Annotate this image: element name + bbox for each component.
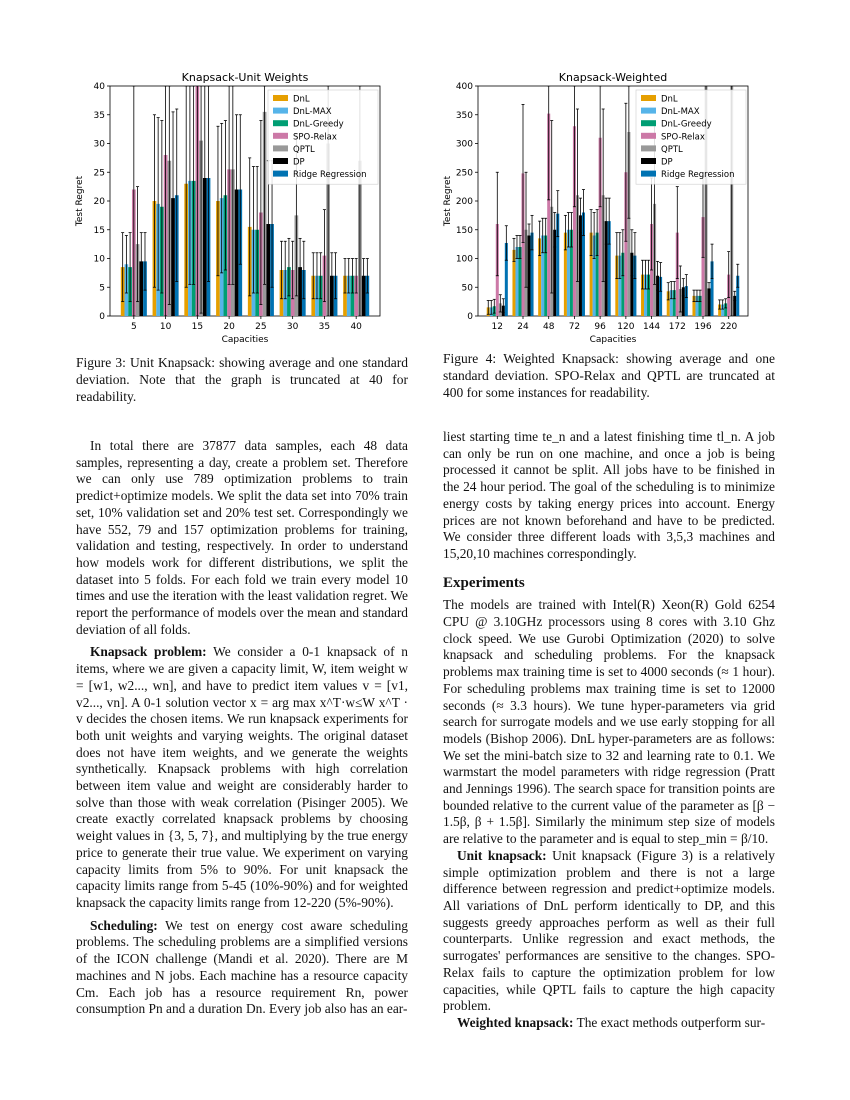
bar bbox=[528, 236, 531, 317]
legend-label: DnL bbox=[293, 94, 310, 105]
y-tick-label: 150 bbox=[455, 225, 473, 236]
legend-label: DnL-MAX bbox=[293, 107, 332, 118]
x-tick-label: 48 bbox=[542, 322, 555, 332]
paragraph-text: Unit knapsack (Figure 3) is a relatively simple optimization problem and there is not a large difference between regression and predict+optimize models. All variations of DnL perform identically to DP, and this suggests greedy approaches perform as well as their full counterparts. Unlike regression and exact methods, the surrogates' performances are sensitive to the changes. SPO-Relax fails to capture the optimization problem for low capacities, while QPTL fails to capture the high capacity problem. bbox=[443, 847, 775, 1014]
legend-swatch bbox=[273, 120, 288, 126]
y-tick-label: 30 bbox=[93, 139, 105, 150]
y-tick-label: 0 bbox=[99, 312, 105, 322]
right-column bbox=[443, 429, 775, 1032]
y-tick-label: 50 bbox=[461, 283, 473, 294]
x-tick-label: 25 bbox=[255, 322, 267, 332]
legend-swatch bbox=[641, 133, 656, 139]
legend-label: DP bbox=[293, 157, 305, 168]
y-tick-label: 10 bbox=[93, 254, 105, 265]
legend-swatch bbox=[273, 108, 288, 114]
legend-label: QPTL bbox=[661, 144, 683, 155]
run-in-heading: Scheduling: bbox=[90, 917, 158, 933]
y-tick-label: 35 bbox=[93, 110, 105, 121]
chart-title: Knapsack-Weighted bbox=[558, 71, 668, 84]
x-tick-label: 35 bbox=[318, 322, 331, 332]
legend-swatch bbox=[273, 145, 288, 151]
paragraph-text: We test on energy cost aware scheduling problems. The scheduling problems are a simplified versions of the ICON challenge (Mandi et al. 2020). There are M machines and N jobs. Each machine has a resource capacity Cm. Each job has a resource requirement Rn, power consumption Pn and a duration Dn. Every job also has an ear- bbox=[76, 917, 408, 1017]
x-tick-label: 5 bbox=[130, 322, 137, 332]
legend-swatch bbox=[641, 120, 656, 126]
y-tick-label: 40 bbox=[93, 82, 105, 92]
y-tick-label: 300 bbox=[455, 139, 473, 150]
legend-label: Ridge Regression bbox=[293, 170, 367, 181]
x-tick-label: 196 bbox=[694, 322, 712, 332]
legend-label: DnL-Greedy bbox=[661, 119, 712, 130]
x-tick-label: 15 bbox=[191, 322, 204, 332]
knapsack-unit-weights-chart bbox=[70, 62, 415, 352]
x-tick-label: 12 bbox=[491, 322, 504, 332]
y-tick-label: 20 bbox=[93, 197, 105, 207]
legend-swatch bbox=[641, 171, 656, 177]
x-tick-label: 220 bbox=[720, 322, 738, 332]
paragraph-unit-knapsack bbox=[443, 848, 775, 1015]
paragraph: In total there are 37877 data samples, each 48 data samples, representing a day, create a problem set. Therefore we can only use 789 optimization problems to train predict+optimize models. We split the data set into 70% train set, 10% validation set and 20% test set. Correspondingly we have 552, 79 and 157 optimization problems for training, validation and testing, respectively. In order to understand how models work for different distributions, we split the dataset into 5 folds. For each fold we train every model 10 times and use the iteration with the least validation regret. We report the performance of models over the mean and standard deviation of all folds. bbox=[76, 438, 408, 637]
legend-swatch bbox=[273, 95, 288, 101]
y-tick-label: 400 bbox=[455, 82, 473, 92]
x-tick-label: 10 bbox=[159, 322, 172, 332]
y-tick-label: 0 bbox=[467, 312, 473, 322]
paragraph-text: We consider a 0-1 knapsack of n items, where we are given a capacity limit, W, item weight w = [w1, w2..., wn], and have to predict item values v = [v1, v2..., vn]. A 0-1 solution vector x = arg max x^T·w≤W x^T · v decides the chosen items. We run knapsack experiments for both unit weights and varying weights. The original dataset does not have item weights, and we generate the weights synthetically. Knapsack problems with high correlation between item value and weight are considerably harder to solve than those with weak correlation (Pisinger 2005). We create exactly correlated knapsack problems by choosing weight values in {3, 5, 7}, and multiplying by the true energy price to generate their true value. We experiment on varying capacity limits from 5% to 90%. For unit knapsack the capacity limits range from 5-45 (10%-90%) and for weighted knapsack the capacity limits range from 12-220 (5%-90%). bbox=[76, 644, 408, 910]
y-tick-label: 350 bbox=[455, 110, 473, 121]
legend-swatch bbox=[641, 95, 656, 101]
legend-label: DnL-MAX bbox=[661, 107, 700, 118]
knapsack-weighted-chart bbox=[438, 62, 783, 352]
y-axis-label: Test Regret bbox=[75, 175, 85, 227]
run-in-heading: Knapsack problem: bbox=[90, 644, 207, 660]
legend-swatch bbox=[273, 158, 288, 164]
x-axis-label: Capacities bbox=[221, 335, 269, 345]
legend-label: DnL bbox=[661, 94, 678, 105]
legend-label: DP bbox=[661, 157, 673, 168]
legend-swatch bbox=[273, 133, 288, 139]
figure-4-caption: Figure 4: Weighted Knapsack: showing average and one standard deviation. SPO-Relax and QPTL are truncated at 400 for some instances for readability. bbox=[443, 351, 775, 400]
y-tick-label: 100 bbox=[455, 254, 473, 265]
legend-swatch bbox=[641, 108, 656, 114]
legend-label: SPO-Relax bbox=[293, 132, 337, 143]
y-tick-label: 200 bbox=[455, 197, 473, 207]
left-column bbox=[76, 438, 408, 1018]
paragraph-knapsack bbox=[76, 644, 408, 911]
x-tick-label: 40 bbox=[350, 322, 362, 332]
x-axis-label: Capacities bbox=[589, 335, 637, 345]
figure-3-caption: Figure 3: Unit Knapsack: showing average and one standard deviation. Note that the graph is truncated at 40 for readability. bbox=[76, 355, 408, 404]
figure-3-chart bbox=[70, 62, 415, 352]
x-tick-label: 96 bbox=[594, 322, 606, 332]
y-tick-label: 25 bbox=[93, 168, 105, 179]
legend-label: DnL-Greedy bbox=[293, 119, 344, 130]
paragraph-scheduling bbox=[76, 918, 408, 1018]
section-heading: Experiments bbox=[443, 574, 525, 591]
x-tick-label: 120 bbox=[617, 322, 635, 332]
legend-label: QPTL bbox=[293, 144, 315, 155]
legend-swatch bbox=[641, 158, 656, 164]
paragraph: liest starting time te_n and a latest finishing time tl_n. A job can only be run on one machine, and once a job is being processed it cannot be split. All jobs have to be finished in the 24 hour period. The goal of the scheduling is to minimize energy costs by taking energy prices into account. Energy prices are not known beforehand and have to be predicted. We consider three different loads with 3,5,3 machines and 15,20,10 machines correspondingly. bbox=[443, 429, 775, 561]
legend-swatch bbox=[273, 171, 288, 177]
x-tick-label: 172 bbox=[668, 322, 686, 332]
y-tick-label: 250 bbox=[455, 168, 473, 179]
x-tick-label: 20 bbox=[223, 322, 235, 332]
run-in-heading: Weighted knapsack: bbox=[457, 1014, 574, 1030]
y-tick-label: 5 bbox=[99, 283, 105, 294]
paragraph: The models are trained with Intel(R) Xeon(R) Gold 6254 CPU @ 3.10GHz processors using 8 cores with 3.10 Ghz clock speed. We use Gurobi Optimization (2020) to solve knapsack and scheduling problems. For the knapsack problems max training time is set to 4000 seconds (≈ 1 hour). For scheduling problems max training time is set to 12000 seconds (≈ 3.3 hours). We tune hyper-parameters via grid search for surrogate models and we use early stopping for all models (Bishop 2006). DnL hyper-parameters are as follows: We set the mini-batch size to 32 and learning rate to 0.1. We warmstart the model parameters with ridge regression (Pratt and Jennings 1996). The search space for transition points are bounded relative to the current value of the parameter as [β − 1.5β, β + 1.5β]. Similarly the minimum step size of models are relative to the parameter and is equal to step_min = β/10. bbox=[443, 597, 775, 847]
x-tick-label: 30 bbox=[286, 322, 299, 332]
figure-4-chart bbox=[438, 62, 783, 352]
y-axis-label: Test Regret bbox=[443, 175, 453, 227]
paragraph-weighted-knapsack bbox=[443, 1015, 775, 1032]
x-tick-label: 24 bbox=[517, 322, 529, 332]
legend-label: Ridge Regression bbox=[661, 170, 735, 181]
x-tick-label: 72 bbox=[568, 322, 581, 332]
run-in-heading: Unit knapsack: bbox=[457, 847, 547, 863]
legend-swatch bbox=[641, 145, 656, 151]
x-tick-label: 144 bbox=[642, 322, 661, 332]
y-tick-label: 15 bbox=[93, 225, 105, 236]
legend-label: SPO-Relax bbox=[661, 132, 705, 143]
paragraph-text: The exact methods outperform sur- bbox=[576, 1014, 766, 1030]
chart-title: Knapsack-Unit Weights bbox=[181, 71, 309, 84]
